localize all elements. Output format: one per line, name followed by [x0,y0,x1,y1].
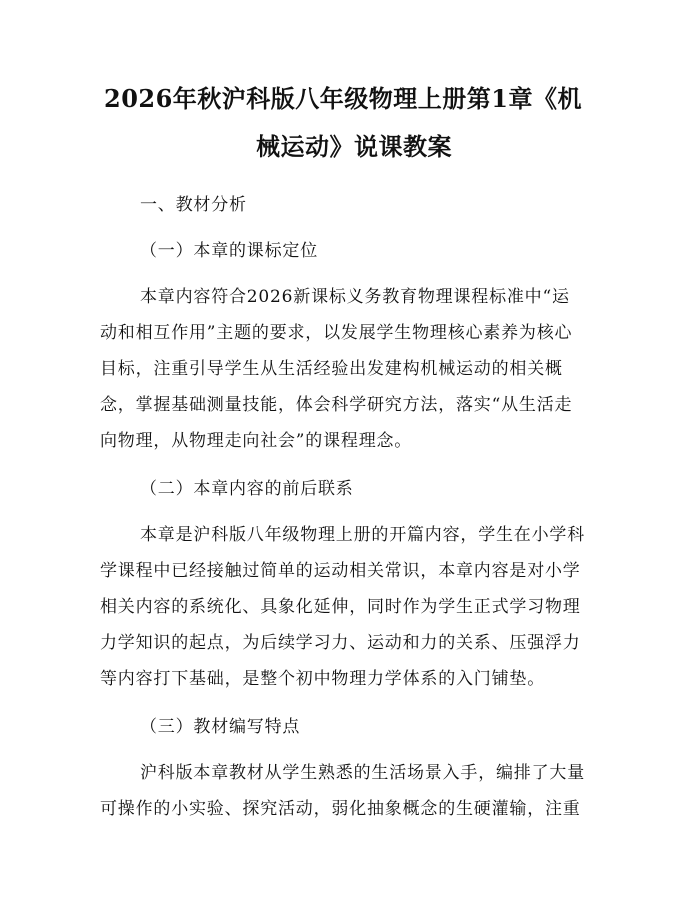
paragraph-line: 本章是沪科版八年级物理上册的开篇内容，学生在小学科 [140,525,585,545]
paragraph-line: 相关内容的系统化、具象化延伸，同时作为学生正式学习物理 [100,597,581,617]
paragraph-line: 等内容打下基础，是整个初中物理力学体系的入门铺垫。 [100,669,545,689]
paragraph-line: 本章内容符合2026新课标义务教育物理课程标准中“运 [140,287,570,307]
section-heading: 一、教材分析 [140,195,247,215]
paragraph-line: 学课程中已经接触过简单的运动相关常识，本章内容是对小学 [100,561,581,581]
paragraph-line: 动和相互作用”主题的要求，以发展学生物理核心素养为核心 [100,323,573,343]
subsection-heading: （二）本章内容的前后联系 [140,479,354,499]
document-title-line-2: 械运动》说课教案 [256,132,452,161]
document-title-line-1: 2026年秋沪科版八年级物理上册第1章《机 [104,84,582,113]
paragraph-line: 力学知识的起点，为后续学习力、运动和力的关系、压强浮力 [100,633,581,653]
paragraph-line: 目标，注重引导学生从生活经验出发建构机械运动的相关概 [100,359,563,379]
paragraph-line: 沪科版本章教材从学生熟悉的生活场景入手，编排了大量 [140,763,585,783]
paragraph-line: 向物理，从物理走向社会”的课程理念。 [100,431,413,451]
paragraph-line: 可操作的小实验、探究活动，弱化抽象概念的生硬灌输，注重 [100,799,581,819]
subsection-heading: （三）教材编写特点 [140,717,301,737]
subsection-heading: （一）本章的课标定位 [140,241,318,261]
paragraph-line: 念，掌握基础测量技能，体会科学研究方法，落实“从生活走 [100,395,573,415]
